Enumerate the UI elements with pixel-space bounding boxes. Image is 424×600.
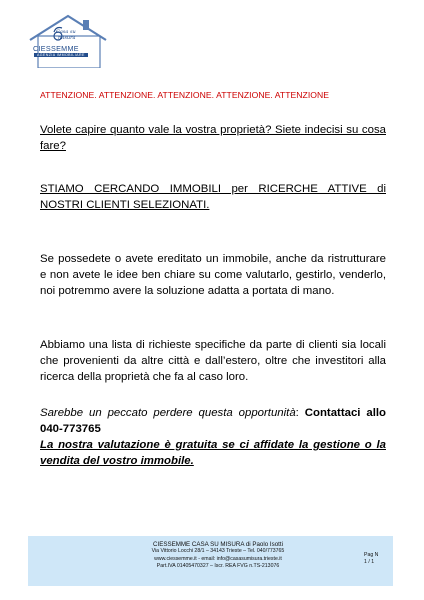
- contact-phone: Contattaci allo 040-773765: [40, 407, 386, 435]
- call-to-action: [40, 405, 386, 469]
- client-list-paragraph: Abbiamo una lista di richieste specifiche da parte di clienti sia locali che provenienti da altre città e dall’estero, oltre che investitori alla ricerca della proprietà che fa al caso loro.: [40, 339, 386, 383]
- search-statement: STIAMO CERCANDO IMMOBILI per RICERCHE ATTIVE di NOSTRI CLIENTI SELEZIONATI.: [40, 183, 386, 211]
- opportunity-text: Sarebbe un peccato perdere questa opportunità: [40, 407, 296, 419]
- free-valuation-text: La nostra valutazione è gratuita se ci affidate la gestione o la vendita del vostro immobile.: [40, 439, 386, 467]
- logo-brand: CIESSEMME: [33, 44, 79, 53]
- footer-web-email: www.ciessemme.it - email: info@casasumisura.trieste.it: [154, 555, 282, 562]
- logo-tagline-line2: misura: [58, 35, 76, 41]
- page-label: Pag N: [364, 552, 379, 558]
- cta-colon: :: [295, 407, 305, 419]
- page-value: 1 / 1: [364, 559, 375, 565]
- intro-question: Volete capire quanto vale la vostra proprietà? Siete indecisi su cosa fare?: [40, 124, 386, 152]
- footer-company-info: [118, 541, 318, 570]
- footer-vat: Part.IVA 01405470327 – Iscr. REA FVG n.TS-213076: [156, 562, 280, 569]
- page-number: [364, 552, 378, 566]
- logo-tagline-line1: Casa su: [56, 29, 76, 35]
- footer-address: Via Vittorio Locchi 28/1 – 34143 Trieste – Tel. 040/773765: [151, 548, 285, 555]
- footer-company-name: CIESSEMME CASA SU MISURA di Paolo Isotti: [153, 541, 283, 548]
- attention-heading: ATTENZIONE. ATTENZIONE. ATTENZIONE. ATTENZIONE. ATTENZIONE: [40, 90, 330, 100]
- logo-subtitle: AGENZIA IMMOBILIARE: [34, 53, 88, 57]
- page-footer: [28, 536, 393, 586]
- owner-paragraph: Se possedete o avete ereditato un immobile, anche da ristrutturare e non avete le idee ben chiare su come valutarlo, gestirlo, venderlo, noi potremmo avere la soluzione adatta a portata di mano.: [40, 253, 386, 297]
